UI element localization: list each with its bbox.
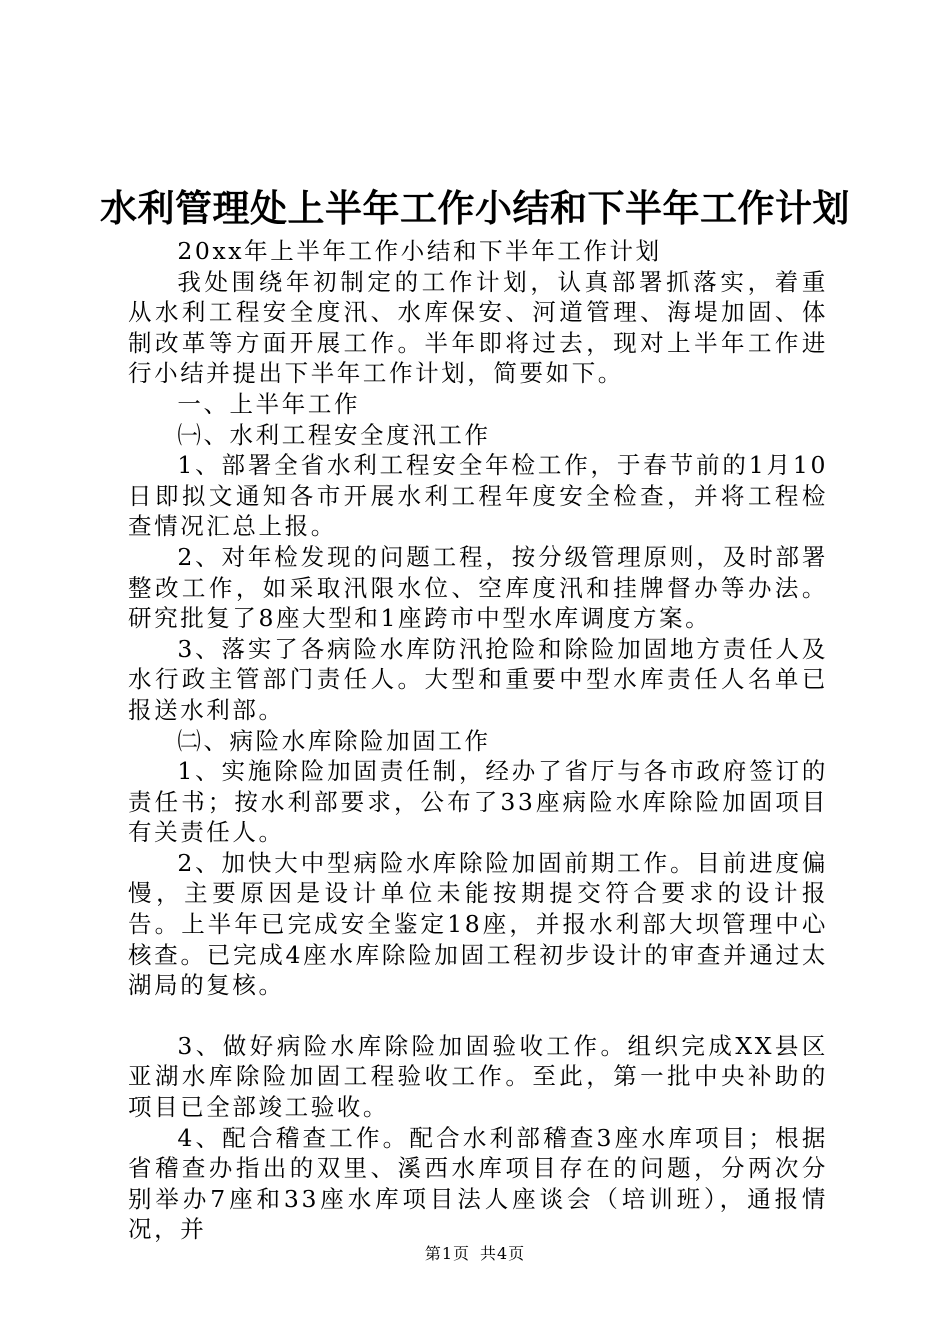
body-paragraph: 3、落实了各病险水库防汛抢险和除险加固地方责任人及水行政主管部门责任人。大型和重要中型水库责任人名单已报送水利部。 [128, 634, 828, 724]
body-paragraph: 4、配合稽查工作。配合水利部稽查3座水库项目；根据省稽查办指出的双里、溪西水库项目存在的问题，分两次分别举办7座和33座水库项目法人座谈会（培训班），通报情况，并 [128, 1123, 828, 1244]
body-paragraph: 3、做好病险水库除险加固验收工作。组织完成XX县区亚湖水库除险加固工程验收工作。至此，第一批中央补助的项目已全部竣工验收。 [128, 1031, 828, 1122]
body-paragraph: 1、实施除险加固责任制，经办了省厅与各市政府签订的责任书；按水利部要求，公布了33座病险水库除险加固项目有关责任人。 [128, 757, 828, 847]
subtitle-paragraph: 20xx年上半年工作小结和下半年工作计划 [177, 237, 662, 265]
section-heading: 一、上半年工作 [177, 389, 361, 418]
document-body [128, 236, 828, 1245]
page-total: 共4页 [480, 1244, 526, 1263]
body-paragraph: 2、加快大中型病险水库除险加固前期工作。目前进度偏慢，主要原因是设计单位未能按期提交符合要求的设计报告。上半年已完成安全鉴定18座，并报水利部大坝管理中心核查。已完成4座水库除险加固工程初步设计的审查并通过太湖局的复核。 [128, 848, 828, 1000]
subsection-heading: ㈠、水利工程安全度汛工作 [177, 420, 491, 449]
document-title: 水利管理处上半年工作小结和下半年工作计划 [100, 187, 850, 230]
page-footer [0, 1243, 950, 1265]
body-paragraph: 2、对年检发现的问题工程，按分级管理原则，及时部署整改工作，如采取汛限水位、空库度汛和挂牌督办等办法。研究批复了8座大型和1座跨市中型水库调度方案。 [128, 542, 828, 633]
body-paragraph: 1、部署全省水利工程安全年检工作，于春节前的1月10日即拟文通知各市开展水利工程年度安全检查，并将工程检查情况汇总上报。 [128, 451, 828, 541]
intro-paragraph: 我处围绕年初制定的工作计划，认真部署抓落实，着重从水利工程安全度汛、水库保安、河道管理、海堤加固、体制改革等方面开展工作。半年即将过去，现对上半年工作进行小结并提出下半年工作计划，简要如下。 [128, 267, 828, 388]
page-number: 第1页 [424, 1244, 470, 1263]
subsection-heading: ㈡、病险水库除险加固工作 [177, 726, 491, 755]
